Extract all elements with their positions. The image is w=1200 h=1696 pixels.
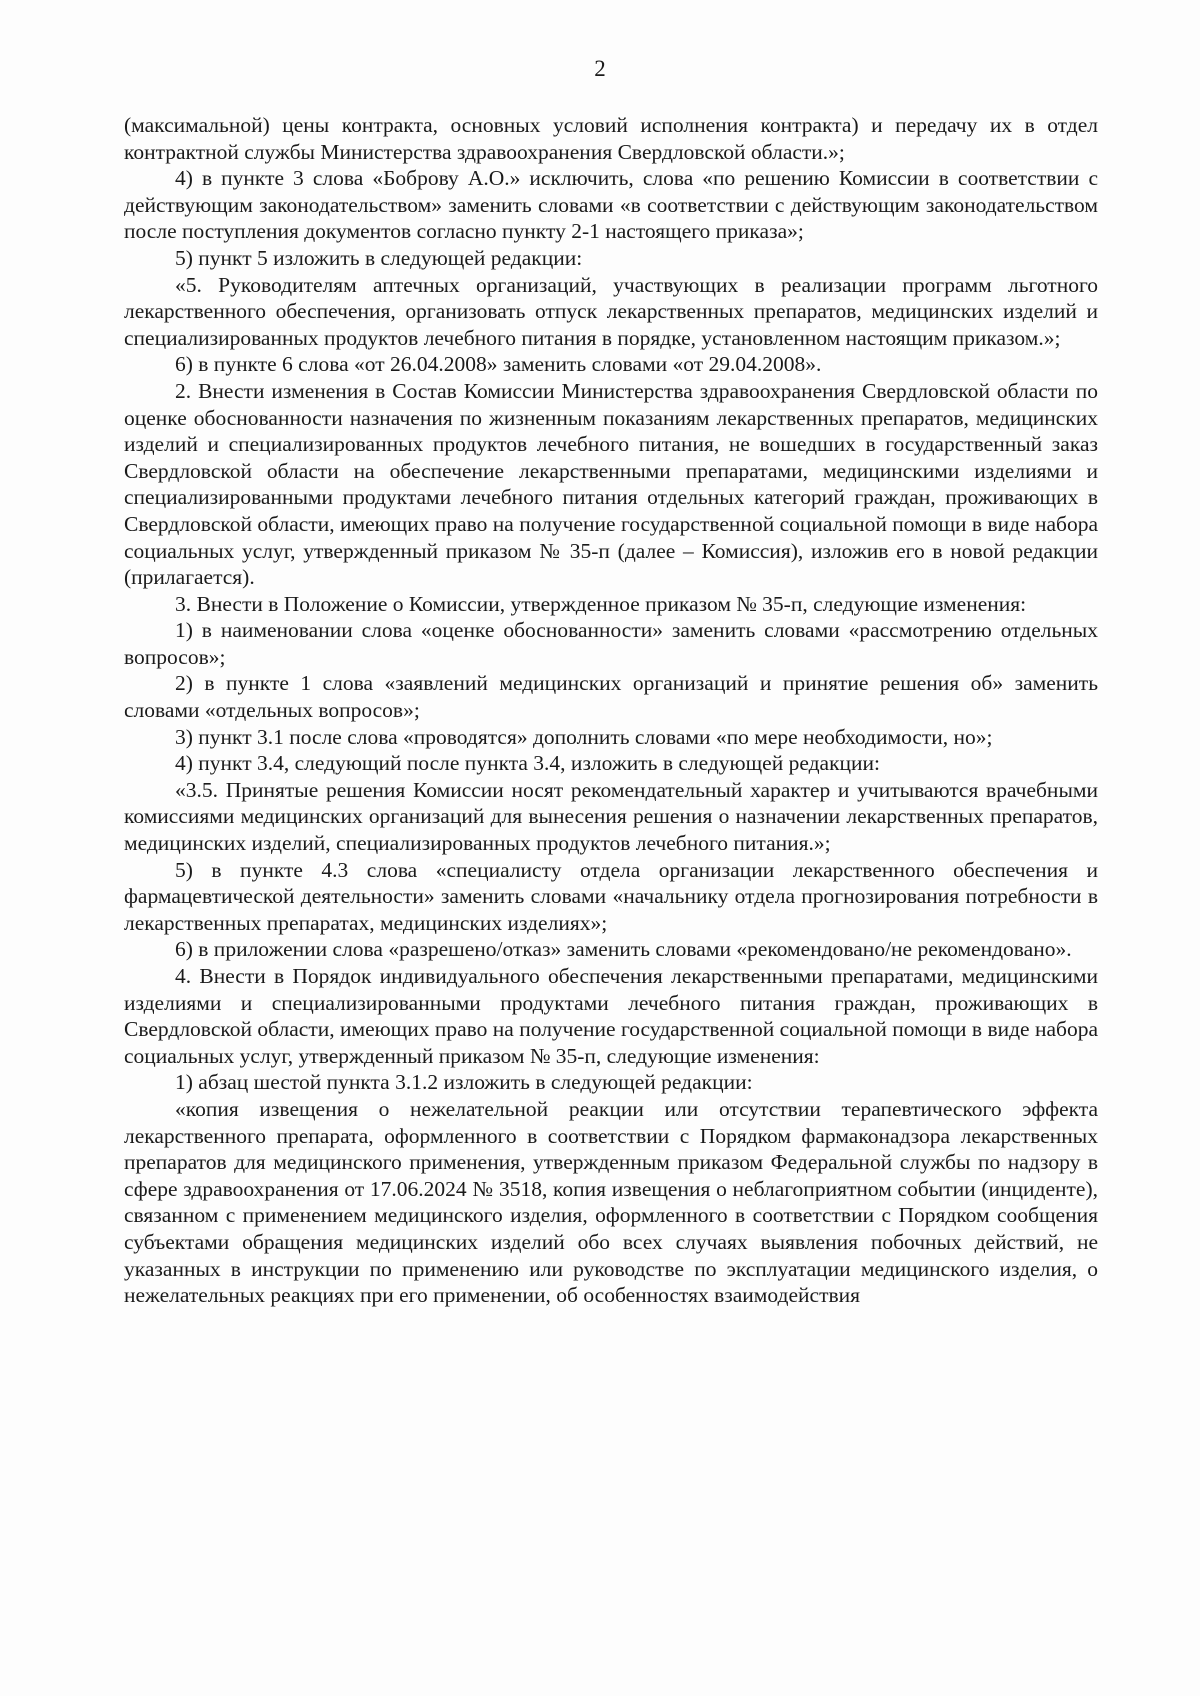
paragraph: 6) в приложении слова «разрешено/отказ» заменить словами «рекомендовано/не рекомендовано». [175,937,1072,962]
paragraph: 4) пункт 3.4, следующий после пункта 3.4, изложить в следующей редакции: [175,751,881,776]
page-number: 2 [594,56,606,81]
paragraph: 4. Внести в Порядок индивидуального обеспечения лекарственными препаратами, медицинскими изделиями и специализированными продуктами лечебного питания граждан, проживающих в Свердловской области, имеющих право на получение государственной социальной помощи в виде набора социальных услуг, утвержденный приказом № 35-п, следующие изменения: [124,964,1098,1068]
paragraph: 5) пункт 5 изложить в следующей редакции: [175,245,583,270]
paragraph: «5. Руководителям аптечных организаций, участвующих в реализации программ льготного лекарственного обеспечения, организовать отпуск лекарственных препаратов, медицинских изделий и специализированных продуктов лечебного питания в порядке, установленном настоящим приказом.»; [124,272,1098,350]
paragraph: «3.5. Принятые решения Комиссии носят рекомендательный характер и учитываются врачебными комиссиями медицинских организаций для вынесения решения о назначении лекарственных препаратов, медицинских изделий, специализированных продуктов лечебного питания.»; [124,777,1098,856]
paragraph: 1) в наименовании слова «оценке обоснованности» заменить словами «рассмотрению отдельных вопросов»; [124,618,1098,669]
paragraph: 5) в пункте 4.3 слова «специалисту отдела организации лекарственного обеспечения и фармацевтической деятельности» заменить словами «начальнику отдела прогнозирования потребности в лекарственных препаратах, медицинских изделиях»; [124,857,1098,935]
paragraph: 1) абзац шестой пункта 3.1.2 изложить в следующей редакции: [175,1070,753,1095]
paragraph: 6) в пункте 6 слова «от 26.04.2008» заменить словами «от 29.04.2008». [175,352,822,377]
paragraph: 2. Внести изменения в Состав Комиссии Министерства здравоохранения Свердловской области по оценке обоснованности назначения по жизненным показаниям лекарственных препаратов, медицинских изделий и специализированных продуктов лечебного питания, не вошедших в государственный заказ Свердловской области на обеспечение лекарственными препаратами, медицинскими изделиями и специализированными продуктами лечебного питания отдельных категорий граждан, проживающих в Свердловской области, имеющих право на получение государственной социальной помощи в виде набора социальных услуг, утвержденный приказом № 35-п (далее – Комиссия), изложив его в новой редакции (прилагается). [124,378,1098,590]
paragraph: (максимальной) цены контракта, основных условий исполнения контракта) и передачу их в отдел контрактной службы Министерства здравоохранения Свердловской области.»; [124,113,1098,164]
paragraph: 3. Внести в Положение о Комиссии, утвержденное приказом № 35-п, следующие изменения: [175,591,1027,616]
paragraph: 4) в пункте 3 слова «Боброву А.О.» исключить, слова «по решению Комиссии в соответствии с действующим законодательством» заменить словами «в соответствии с действующим законодательством после поступления документов согласно пункту 2-1 настоящего приказа»; [124,166,1098,244]
paragraph: 2) в пункте 1 слова «заявлений медицинских организаций и принятие решения об» заменить словами «отдельных вопросов»; [124,671,1098,723]
paragraph: «копия извещения о нежелательной реакции или отсутствии терапевтического эффекта лекарственного препарата, оформленного в соответствии с Порядком фармаконадзора лекарственных препаратов для медицинского применения, утвержденным приказом Федеральной службы по надзору в сфере здравоохранения от 17.06.2024 № 3518, копия извещения о неблагоприятном событии (инциденте), связанном с применением медицинского изделия, оформленного в соответствии с Порядком сообщения субъектами обращения медицинских изделий обо всех случаях выявления побочных действий, не указанных в инструкции по применению или руководстве по эксплуатации медицинского изделия, о нежелательных реакциях при его применении, об особенностях взаимодействия [124,1096,1098,1308]
paragraph: 3) пункт 3.1 после слова «проводятся» дополнить словами «по мере необходимости, но»; [175,724,993,749]
document-body [124,112,1098,1309]
